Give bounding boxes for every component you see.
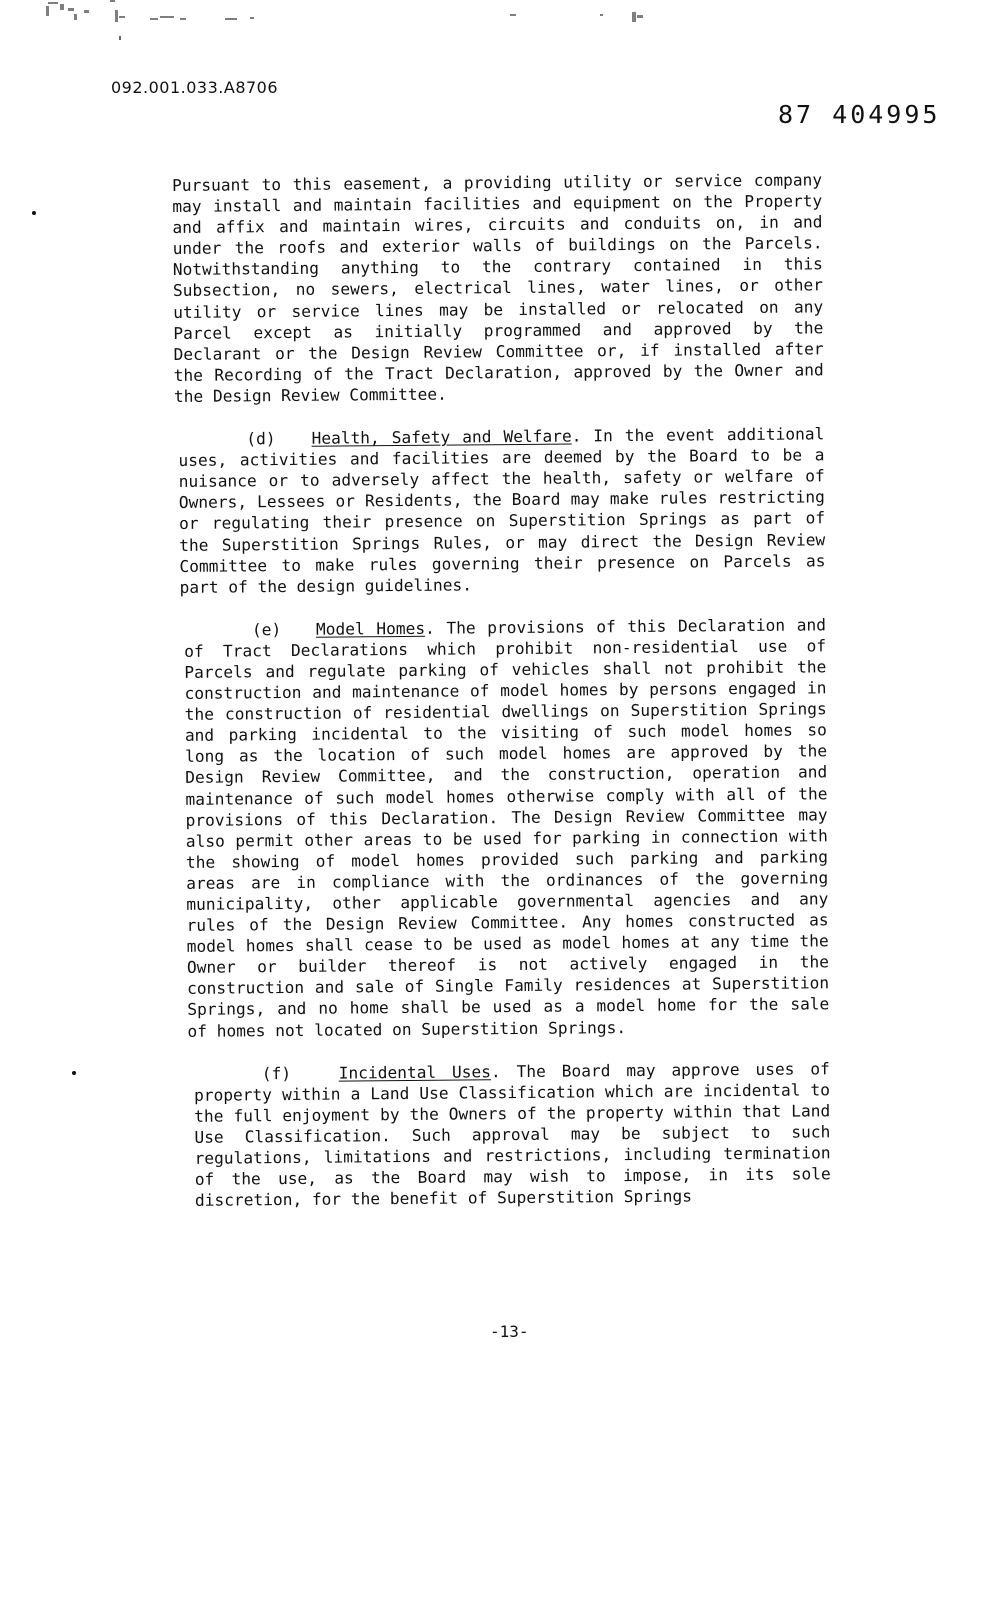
paragraph-text: . The provisions of this Declaration and of Tract Declarations which prohibit non-residential use of Parcels and regulate parking of vehicles shall not prohibit the construction and maintenance of model homes by persons engaged in the construction of residential dwellings on Superstition Springs and parking incidental to the visiting of such model homes so long as the location of such model homes are approved by the Design Review Committee, and the construction, operation and maintenance of such model homes otherwise comply with all of the provisions of this Declaration. The Design Review Committee may also permit other areas to be used for parking in connection with the showing of model homes provided such parking and parking areas are in compliance with the ordinances of the governing municipality, other applicable governmental agencies and any rules of the Design Review Committee. Any homes constructed as model homes shall cease to be used as model homes at any time the Owner or builder thereof is not actively engaged in the construction and sale of Single Family residences at Superstition Springs, and no home shall be used as a model home for the sale of homes not located on Superstition Springs. xyxy=(184,615,830,1041)
paragraph-f xyxy=(194,1058,831,1211)
margin-dot xyxy=(72,1071,76,1075)
document-body xyxy=(172,169,831,1233)
paragraph-indent xyxy=(178,444,246,445)
scan-artifact xyxy=(40,0,740,40)
paragraph-indent xyxy=(194,1079,262,1080)
recording-number: 87 404995 xyxy=(778,100,941,129)
paragraph-heading: Model Homes xyxy=(315,618,426,639)
paragraph-d xyxy=(178,423,825,597)
paragraph-indent xyxy=(184,635,252,636)
paragraph-label: (e) xyxy=(251,619,282,640)
paragraph-c-continued xyxy=(172,169,824,407)
paragraph-heading: Health, Safety and Welfare xyxy=(311,426,572,448)
paragraph-label: (d) xyxy=(246,429,276,449)
paragraph-e xyxy=(184,614,830,1041)
paragraph-label: (f) xyxy=(261,1063,292,1083)
paragraph-text: . In the event additional uses, activities and facilities are deemed by the Board to be a nuisance or to adversely affect the health, safety or welfare of Owners, Lessees or Residents, the Board may make rules restricting or regulating their presence on Superstition Springs as part of the Superstition Springs Rules, or may direct the Design Review Committee to make rules governing their presence on Parcels as part of the design guidelines. xyxy=(178,424,826,597)
document-number: 092.001.033.A8706 xyxy=(111,78,279,97)
paragraph-text: Pursuant to this easement, a providing utility or service company may install and maintain facilities and equipment on the Property and affix and maintain wires, circuits and conduits on, in and under the roofs and exterior walls of buildings on the Parcels. Notwithstanding anything to the contrary contained in this Subsection, no sewers, electrical lines, water lines, or other utility or service lines may be installed or relocated on any Parcel except as initially programmed and approved by the Declarant or the Design Review Committee or, if installed after the Recording of the Tract Declaration, approved by the Owner and the Design Review Committee. xyxy=(172,170,824,406)
margin-dot xyxy=(32,211,36,215)
paragraph-text: . The Board may approve uses of property within a Land Use Classification which are incidental to the full enjoyment by the Owners of the property within that Land Use Classification. Such approval may be subject to such regulations, limitations and restrictions, including termination of the use, as the Board may wish to impose, in its sole discretion, for the benefit of Superstition Springs xyxy=(193,1058,831,1211)
paragraph-heading: Incidental Uses xyxy=(338,1061,492,1083)
page-number: -13- xyxy=(490,1322,529,1341)
